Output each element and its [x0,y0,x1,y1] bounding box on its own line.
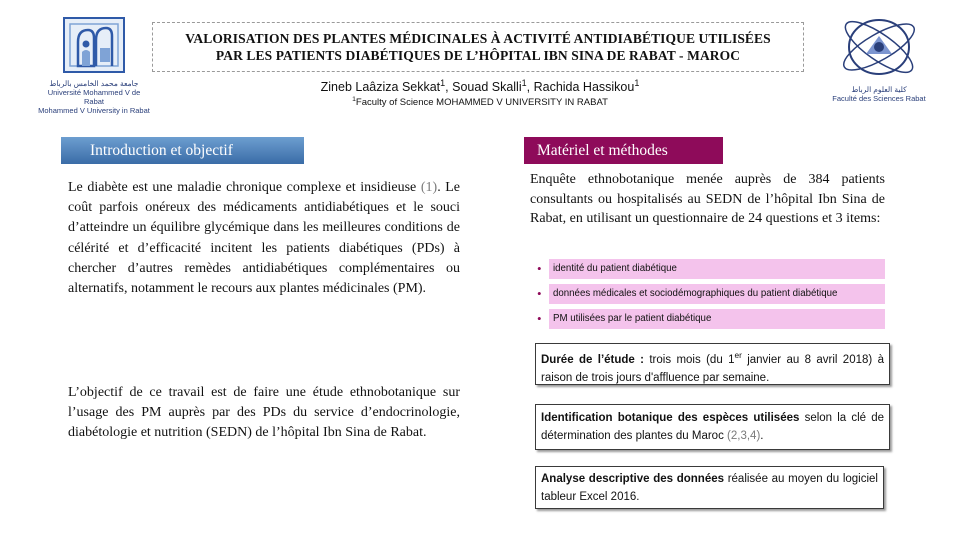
right-logo-caption-fr: Faculté des Sciences Rabat [832,94,926,103]
methods-heading: Matériel et méthodes [524,137,723,164]
duration-label: Durée de l’étude : [541,353,644,366]
bullet-3: • [537,311,542,326]
author-1: Zineb Laâziza Sekkat [320,80,441,95]
author-2-affiliation-mark: 1 [521,78,527,88]
author-3: Rachida Hassikou [533,80,635,95]
duration-text-b: janvier au 8 avril 2018) à raison de trois jours d'affluence par semaine. [541,353,884,384]
author-2: Souad Skalli [452,80,522,95]
left-logo-caption-en: Mohammed V University in Rabat [38,106,150,115]
intro-heading: Introduction et objectif [61,137,304,164]
data-analysis-box [535,466,884,509]
identification-label: Identification botanique des espèces utilisées [541,412,800,424]
botanical-identification-box [535,404,890,450]
left-logo-caption-fr: Université Mohammed V de Rabat [47,88,141,106]
intro-paragraph-2: L’objectif de ce travail est de faire une étude ethnobotanique sur l’usage des PM auprès par des PDs du service d’endocrinologie, diabétologie et nutrition (SEDN) de l’hôpital Ibn Sina de Rabat. [68,385,460,441]
title-line-2: PAR LES PATIENTS DIABÉTIQUES DE L’HÔPITAL IBN SINA DE RABAT - MAROC [215,48,741,63]
intro-p1-text-b: . Le coût parfois onéreux des médicaments antidiabétiques et le souci d’atteindre un équilibre glycémique dans les meilleures conditions de célérité et d’efficacité incitent les patients diabétiques (PDs) à chercher d’autres remèdes antidiabétiques complémentaires ou alternatifs, notamment le recours aux plantes médicinales (PM). [68,180,461,297]
poster-title [152,22,804,72]
right-logo-caption-arabic: كلية العلوم الرباط [851,85,907,94]
intro-p1-text-a: Le diabète est une maladie chronique complexe et insidieuse [68,180,417,195]
analysis-label: Analyse descriptive des données [541,473,725,485]
methods-paragraph: Enquête ethnobotanique menée auprès de 384 patients consultants ou hospitalisés au SEDN de l’hôpital Ibn Sina de Rabat, en utilisant un questionnaire de 24 questions et 3 items: [530,172,885,226]
intro-p1-ref: (1) [420,180,438,195]
authors-line: Zineb Laâziza Sekkat$^1$, Souad Skalli$^1$, Rachida Hassikou$^1$ [320,78,640,95]
method-item-1: identité du patient diabétique [549,259,885,279]
author-1-affiliation-mark: 1 [440,78,446,88]
identification-ref: (2,3,4) [727,430,761,442]
duration-sup: er [734,351,742,360]
intro-paragraph-1 [68,178,460,299]
faculty-emblem-icon [832,14,926,80]
duration-text-a: trois mois (du 1 [644,353,735,366]
affiliation-mark: 1 [352,96,356,103]
identification-text: selon la clé de détermination des plantes du Maroc [541,412,885,442]
left-logo-caption-arabic: جامعة محمد الخامس بالرباط [49,79,139,88]
bullet-2: • [537,286,542,301]
analysis-text: réalisée au moyen du logiciel tableur Excel 2016. [541,473,878,503]
university-emblem-icon [38,16,150,74]
affiliation [0,96,960,108]
study-duration-box [535,343,890,385]
identification-end: . [760,430,764,442]
author-3-affiliation-mark: 1 [634,78,640,88]
method-item-2: données médicales et sociodémographiques du patient diabétique [549,284,885,304]
title-line-1: VALORISATION DES PLANTES MÉDICINALES À ACTIVITÉ ANTIDIABÉTIQUE UTILISÉES [185,31,771,46]
bullet-1: • [537,261,542,276]
affiliation-text: Faculty of Science MOHAMMED V UNIVERSITY IN RABAT [355,97,608,109]
method-item-3: PM utilisées par le patient diabétique [549,309,885,329]
